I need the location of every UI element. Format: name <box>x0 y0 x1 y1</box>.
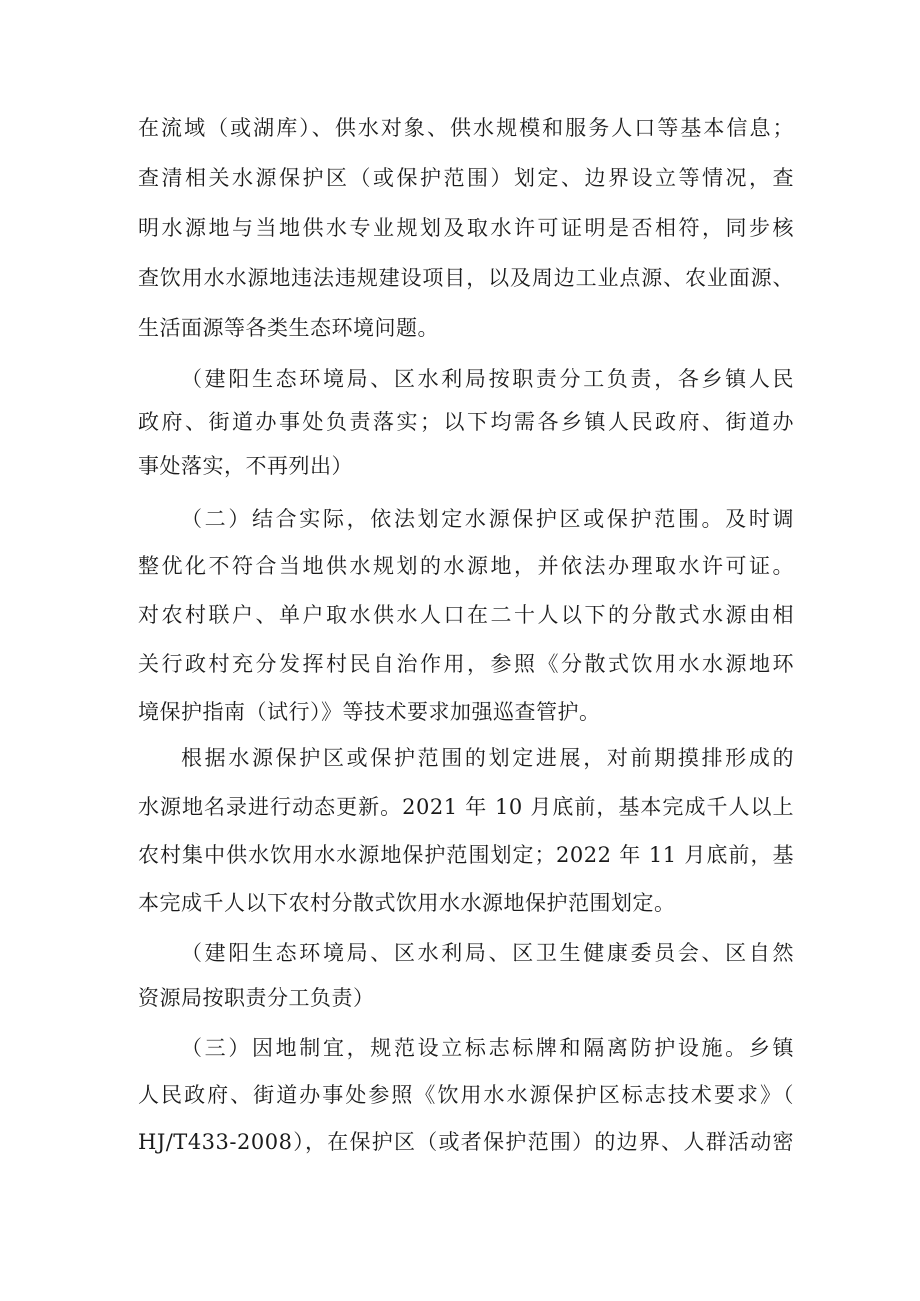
text-line: 生活面源等各类生态环境问题。 <box>138 316 439 340</box>
text-line: （三）因地制宜，规范设立标志标牌和隔离防护设施。乡镇 <box>181 1036 794 1060</box>
text-line: 农村集中供水饮用水水源地保护范围划定；2022 年 11 月底前，基 <box>138 843 794 867</box>
text-line: 对农村联户、单户取水供水人口在二十人以下的分散式水源由相 <box>138 603 794 627</box>
text-line: 根据水源保护区或保护范围的划定进展，对前期摸排形成的 <box>181 746 794 770</box>
text-line: 水源地名录进行动态更新。2021 年 10 月底前，基本完成千人以上 <box>138 795 794 819</box>
text-line: 事处落实，不再列出） <box>138 454 353 478</box>
text-line: （建阳生态环境局、区水利局、区卫生健康委员会、区自然 <box>181 941 794 965</box>
text-line: 资源局按职责分工负责） <box>138 986 375 1010</box>
text-line: 关行政村充分发挥村民自治作用，参照《分散式饮用水水源地环 <box>138 652 794 676</box>
text-line: 整优化不符合当地供水规划的水源地，并依法办理取水许可证。 <box>138 554 794 578</box>
text-line: 查饮用水水源地违法违规建设项目，以及周边工业点源、农业面源、 <box>138 266 794 290</box>
text-line: 人民政府、街道办事处参照《饮用水水源保护区标志技术要求》（ <box>138 1083 794 1107</box>
text-line: HJ/T433-2008），在保护区（或者保护范围）的边界、人群活动密 <box>138 1130 794 1154</box>
text-line: （二）结合实际，依法划定水源保护区或保护范围。及时调 <box>181 507 794 531</box>
text-line: （建阳生态环境局、区水利局按职责分工负责，各乡镇人民 <box>181 367 794 391</box>
text-line: 境保护指南（试行）》等技术要求加强巡查管护。 <box>138 700 601 724</box>
text-line: 本完成千人以下农村分散式饮用水水源地保护范围划定。 <box>138 891 676 915</box>
text-line: 政府、街道办事处负责落实；以下均需各乡镇人民政府、街道办 <box>138 410 794 434</box>
text-line: 明水源地与当地供水专业规划及取水许可证明是否相符，同步核 <box>138 216 794 240</box>
text-line: 查清相关水源保护区（或保护范围）划定、边界设立等情况，查 <box>138 166 794 190</box>
text-line: 在流域（或湖库）、供水对象、供水规模和服务人口等基本信息； <box>138 116 794 140</box>
